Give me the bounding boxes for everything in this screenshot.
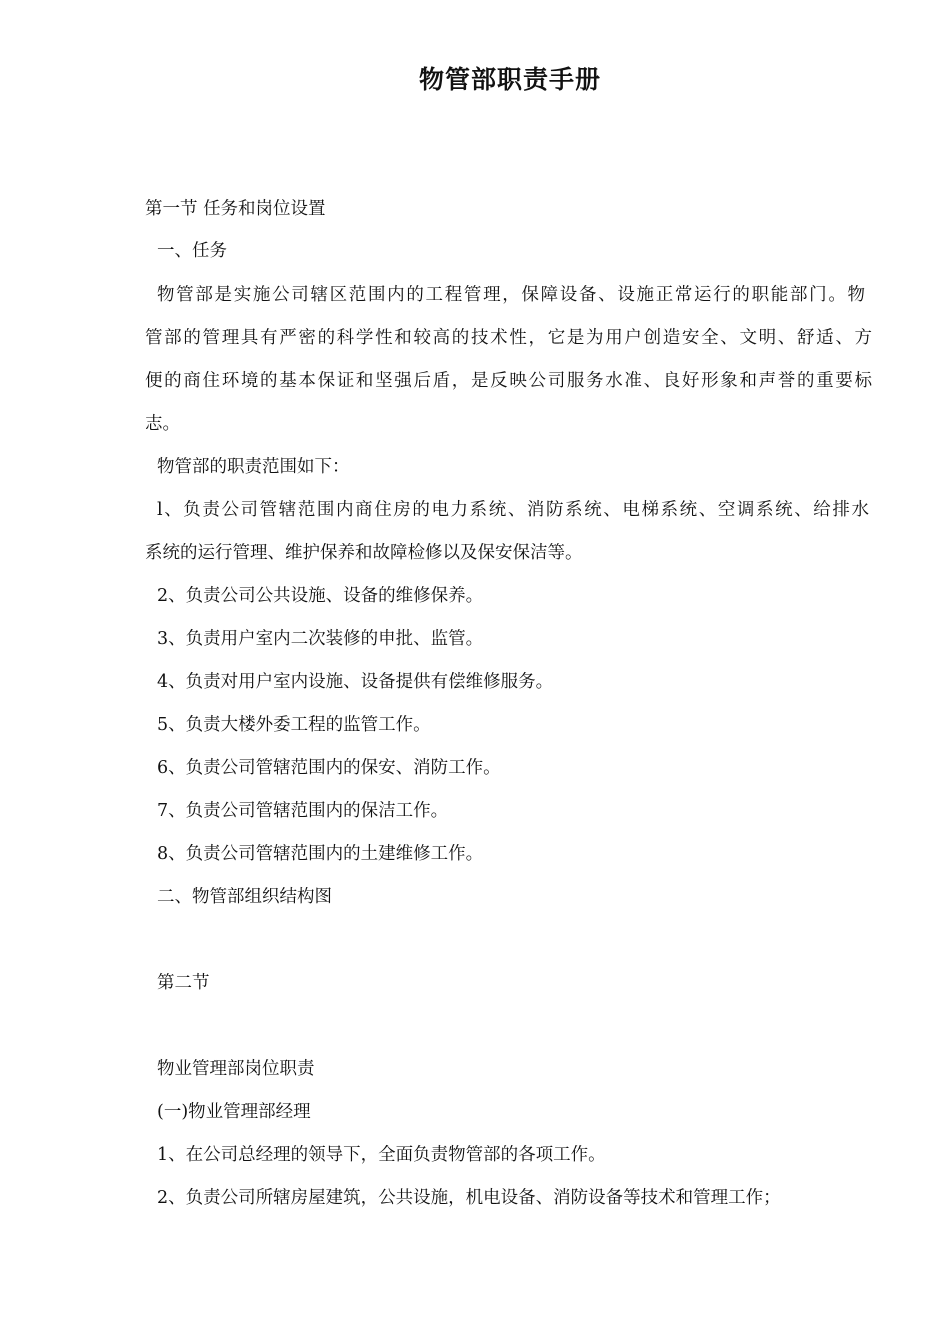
role-heading: (一)物业管理部经理 [157, 1102, 311, 1122]
paragraph-line: 便的商住环境的基本保证和坚强后盾，是反映公司服务水准、良好形象和声誉的重要标 [145, 371, 872, 391]
list-item: 2、负责公司所辖房屋建筑，公共设施，机电设备、消防设备等技术和管理工作； [157, 1188, 781, 1208]
subsection-tasks: 一、任务 [157, 241, 227, 261]
document-title: 物管部职责手册 [418, 65, 601, 94]
list-item: 4、负责对用户室内设施、设备提供有偿维修服务。 [157, 672, 554, 692]
subsection-org-chart: 二、物管部组织结构图 [157, 887, 332, 907]
section-2-heading: 第二节 [157, 973, 210, 993]
paragraph-line: 管部的管理具有严密的科学性和较高的技术性，它是为用户创造安全、文明、舒适、方 [145, 328, 872, 348]
scope-intro: 物管部的职责范围如下： [157, 457, 350, 477]
list-item: l、负责公司管辖范围内商住房的电力系统、消防系统、电梯系统、空调系统、给排水 [157, 500, 869, 520]
list-item: 3、负责用户室内二次装修的申批、监管。 [157, 629, 484, 649]
list-item: 2、负责公司公共设施、设备的维修保养。 [157, 586, 484, 606]
list-item: 8、负责公司管辖范围内的土建维修工作。 [157, 844, 484, 864]
paragraph-line: 物管部是实施公司辖区范围内的工程管理，保障设备、设施正常运行的职能部门。物 [157, 285, 865, 305]
list-item: 5、负责大楼外委工程的监管工作。 [157, 715, 431, 735]
list-item: 7、负责公司管辖范围内的保洁工作。 [157, 801, 449, 821]
list-item: 1、在公司总经理的领导下，全面负责物管部的各项工作。 [157, 1145, 606, 1165]
list-item-continuation: 系统的运行管理、维护保养和故障检修以及保安保洁等。 [145, 543, 583, 563]
list-item: 6、负责公司管辖范围内的保安、消防工作。 [157, 758, 501, 778]
section-1-heading: 第一节 任务和岗位设置 [145, 199, 326, 219]
paragraph-line: 志。 [145, 414, 180, 434]
section-2-title: 物业管理部岗位职责 [157, 1059, 315, 1079]
